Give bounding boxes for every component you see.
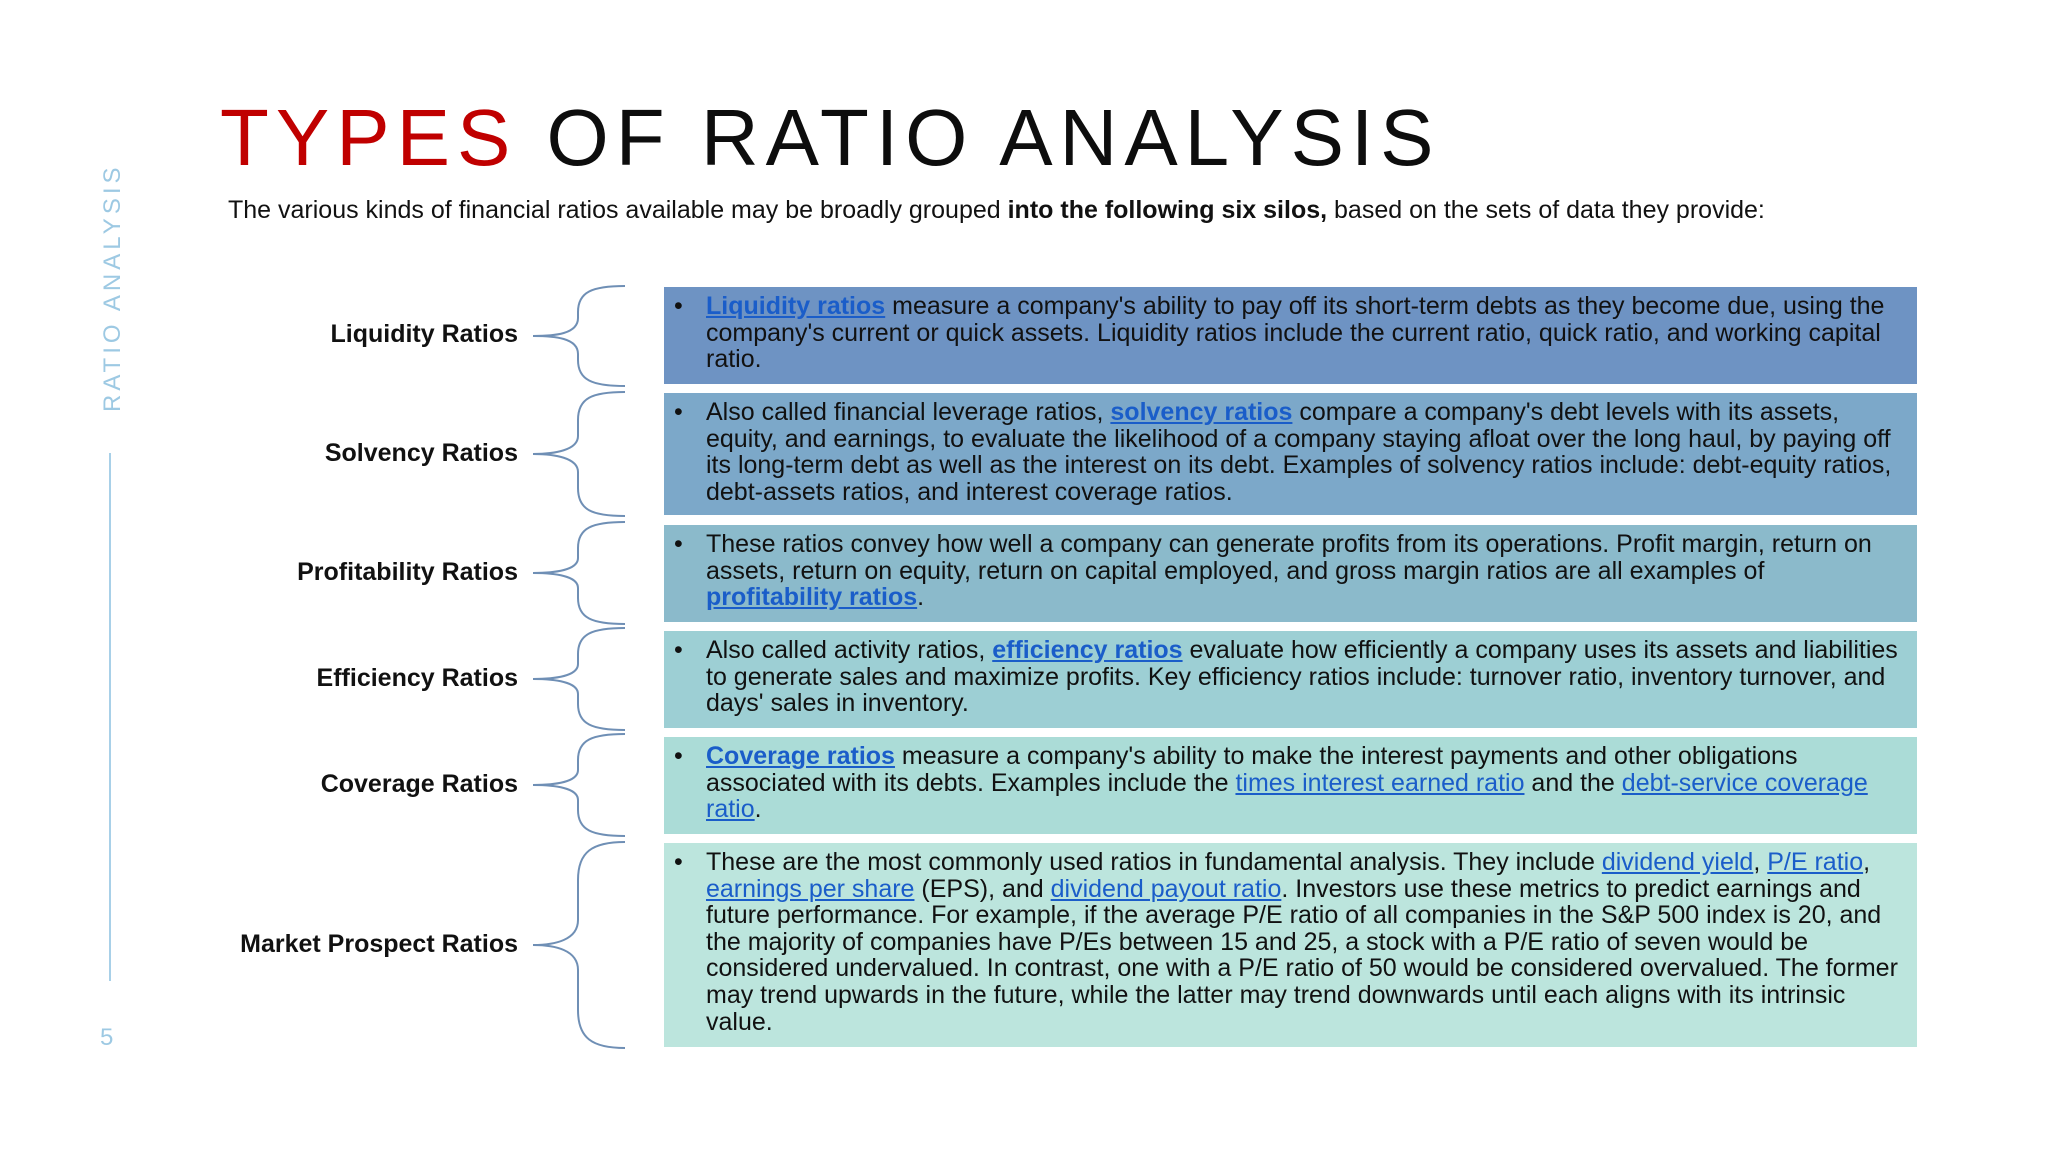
bullet-icon: •: [674, 848, 683, 876]
bullet-icon: •: [674, 636, 683, 664]
subtitle-text-before: The various kinds of financial ratios available may be broadly grouped: [228, 196, 1008, 224]
description-text: (EPS), and: [914, 874, 1051, 903]
sidebar-label-text: RATIO ANALYSIS: [99, 163, 126, 412]
brace-coverage: [533, 734, 625, 836]
debt-service-coverage-ratio-link[interactable]: debt-service coverage ratio: [706, 768, 1868, 824]
subtitle-text-after: based on the sets of data they provide:: [1327, 196, 1765, 224]
page-number: 5: [100, 1024, 114, 1051]
pe-ratio-link[interactable]: P/E ratio: [1767, 848, 1864, 876]
times-interest-earned-ratio-link[interactable]: times interest earned ratio: [1235, 768, 1525, 797]
description-box-profitability: [664, 525, 1917, 622]
description-box-coverage: [664, 737, 1917, 834]
brace-liquidity: [533, 286, 625, 386]
bullet-icon: •: [674, 742, 683, 770]
bullet-icon: •: [674, 530, 683, 558]
title-rest: OF RATIO ANALYSIS: [517, 93, 1441, 182]
category-label-solvency: Solvency Ratios: [324, 439, 518, 467]
description-text: ,: [1753, 848, 1768, 876]
subtitle-bold: into the following six silos,: [1007, 196, 1328, 224]
brace-profitability: [533, 522, 625, 624]
earnings-per-share-link[interactable]: earnings per share: [706, 874, 915, 903]
description-text: These are the most commonly used ratios in fundamental analysis. They include: [706, 848, 1602, 876]
description-text: measure a company's ability to pay off its short-term debts as they become due, using the company's current or quick assets. Liquidity ratios include the current ratio, quick ratio, and working capital ratio.: [706, 292, 1892, 374]
description-box-market-prospect: [664, 843, 1917, 1047]
description-text: evaluate how efficiently a company uses its assets and liabilities to generate sales and maximize profits. Key efficiency ratios include: turnover ratio, inventory turnover, and days' sales in inventory.: [706, 636, 1905, 718]
brace-solvency: [533, 392, 625, 516]
description-text: These ratios convey how well a company can generate profits from its operations. Profit margin, return on assets, return on equity, return on capital employed, and gross margin ratios are all examples of: [706, 530, 1879, 585]
efficiency-ratios-link[interactable]: efficiency ratios: [992, 636, 1183, 664]
brace-efficiency: [533, 628, 625, 730]
dividend-payout-ratio-link[interactable]: dividend payout ratio: [1050, 874, 1282, 903]
solvency-ratios-link[interactable]: solvency ratios: [1110, 398, 1293, 426]
description-text: . Investors use these metrics to predict earnings and future performance. For example, if the average P/E ratio of all companies in the S&P 500 index is 20, and the majority of companies have P/Es between 15 and 25, a stock with a P/E ratio of seven would be considered undervalued. In contrast, one with a P/E ratio of 50 would be considered overvalued. The former may trend upwards in the future, while the latter may trend downwards until each aligns with its intrinsic value.: [706, 874, 1905, 1036]
description-box-solvency: [664, 393, 1917, 515]
description-text: measure a company's ability to make the interest payments and other obligations associated with its debts. Examples include the: [706, 742, 1805, 797]
category-label-market-prospect: Market Prospect Ratios: [240, 930, 518, 958]
coverage-ratios-link[interactable]: Coverage ratios: [706, 742, 895, 770]
description-box-efficiency: [664, 631, 1917, 728]
bullet-icon: •: [674, 398, 683, 426]
category-label-coverage: Coverage Ratios: [320, 770, 518, 798]
profitability-ratios-link[interactable]: profitability ratios: [706, 583, 918, 612]
description-text: ,: [1863, 848, 1878, 876]
title-accent-word: TYPES: [220, 93, 518, 182]
category-label-profitability: Profitability Ratios: [297, 558, 518, 586]
description-text: and the: [1524, 768, 1622, 797]
bullet-icon: •: [674, 292, 683, 320]
description-text: Also called activity ratios,: [706, 636, 993, 664]
description-text: compare a company's debt levels with its assets, equity, and earnings, to evaluate the likelihood of a company staying afloat over the long haul, by paying off its long-term debt as well as the interest on its debt. Examples of solvency ratios include: debt-equity ratios, debt-assets ratios, and interest coverage ratios.: [706, 398, 1899, 506]
description-text: Also called financial leverage ratios,: [706, 398, 1111, 426]
brace-market-prospect: [533, 842, 625, 1048]
category-label-efficiency: Efficiency Ratios: [316, 664, 518, 692]
category-label-liquidity: Liquidity Ratios: [330, 320, 518, 348]
dividend-yield-link[interactable]: dividend yield: [1601, 848, 1754, 876]
description-box-liquidity: [664, 287, 1917, 384]
liquidity-ratios-link[interactable]: Liquidity ratios: [706, 292, 886, 320]
description-text: .: [917, 583, 925, 612]
description-text: .: [754, 795, 762, 824]
